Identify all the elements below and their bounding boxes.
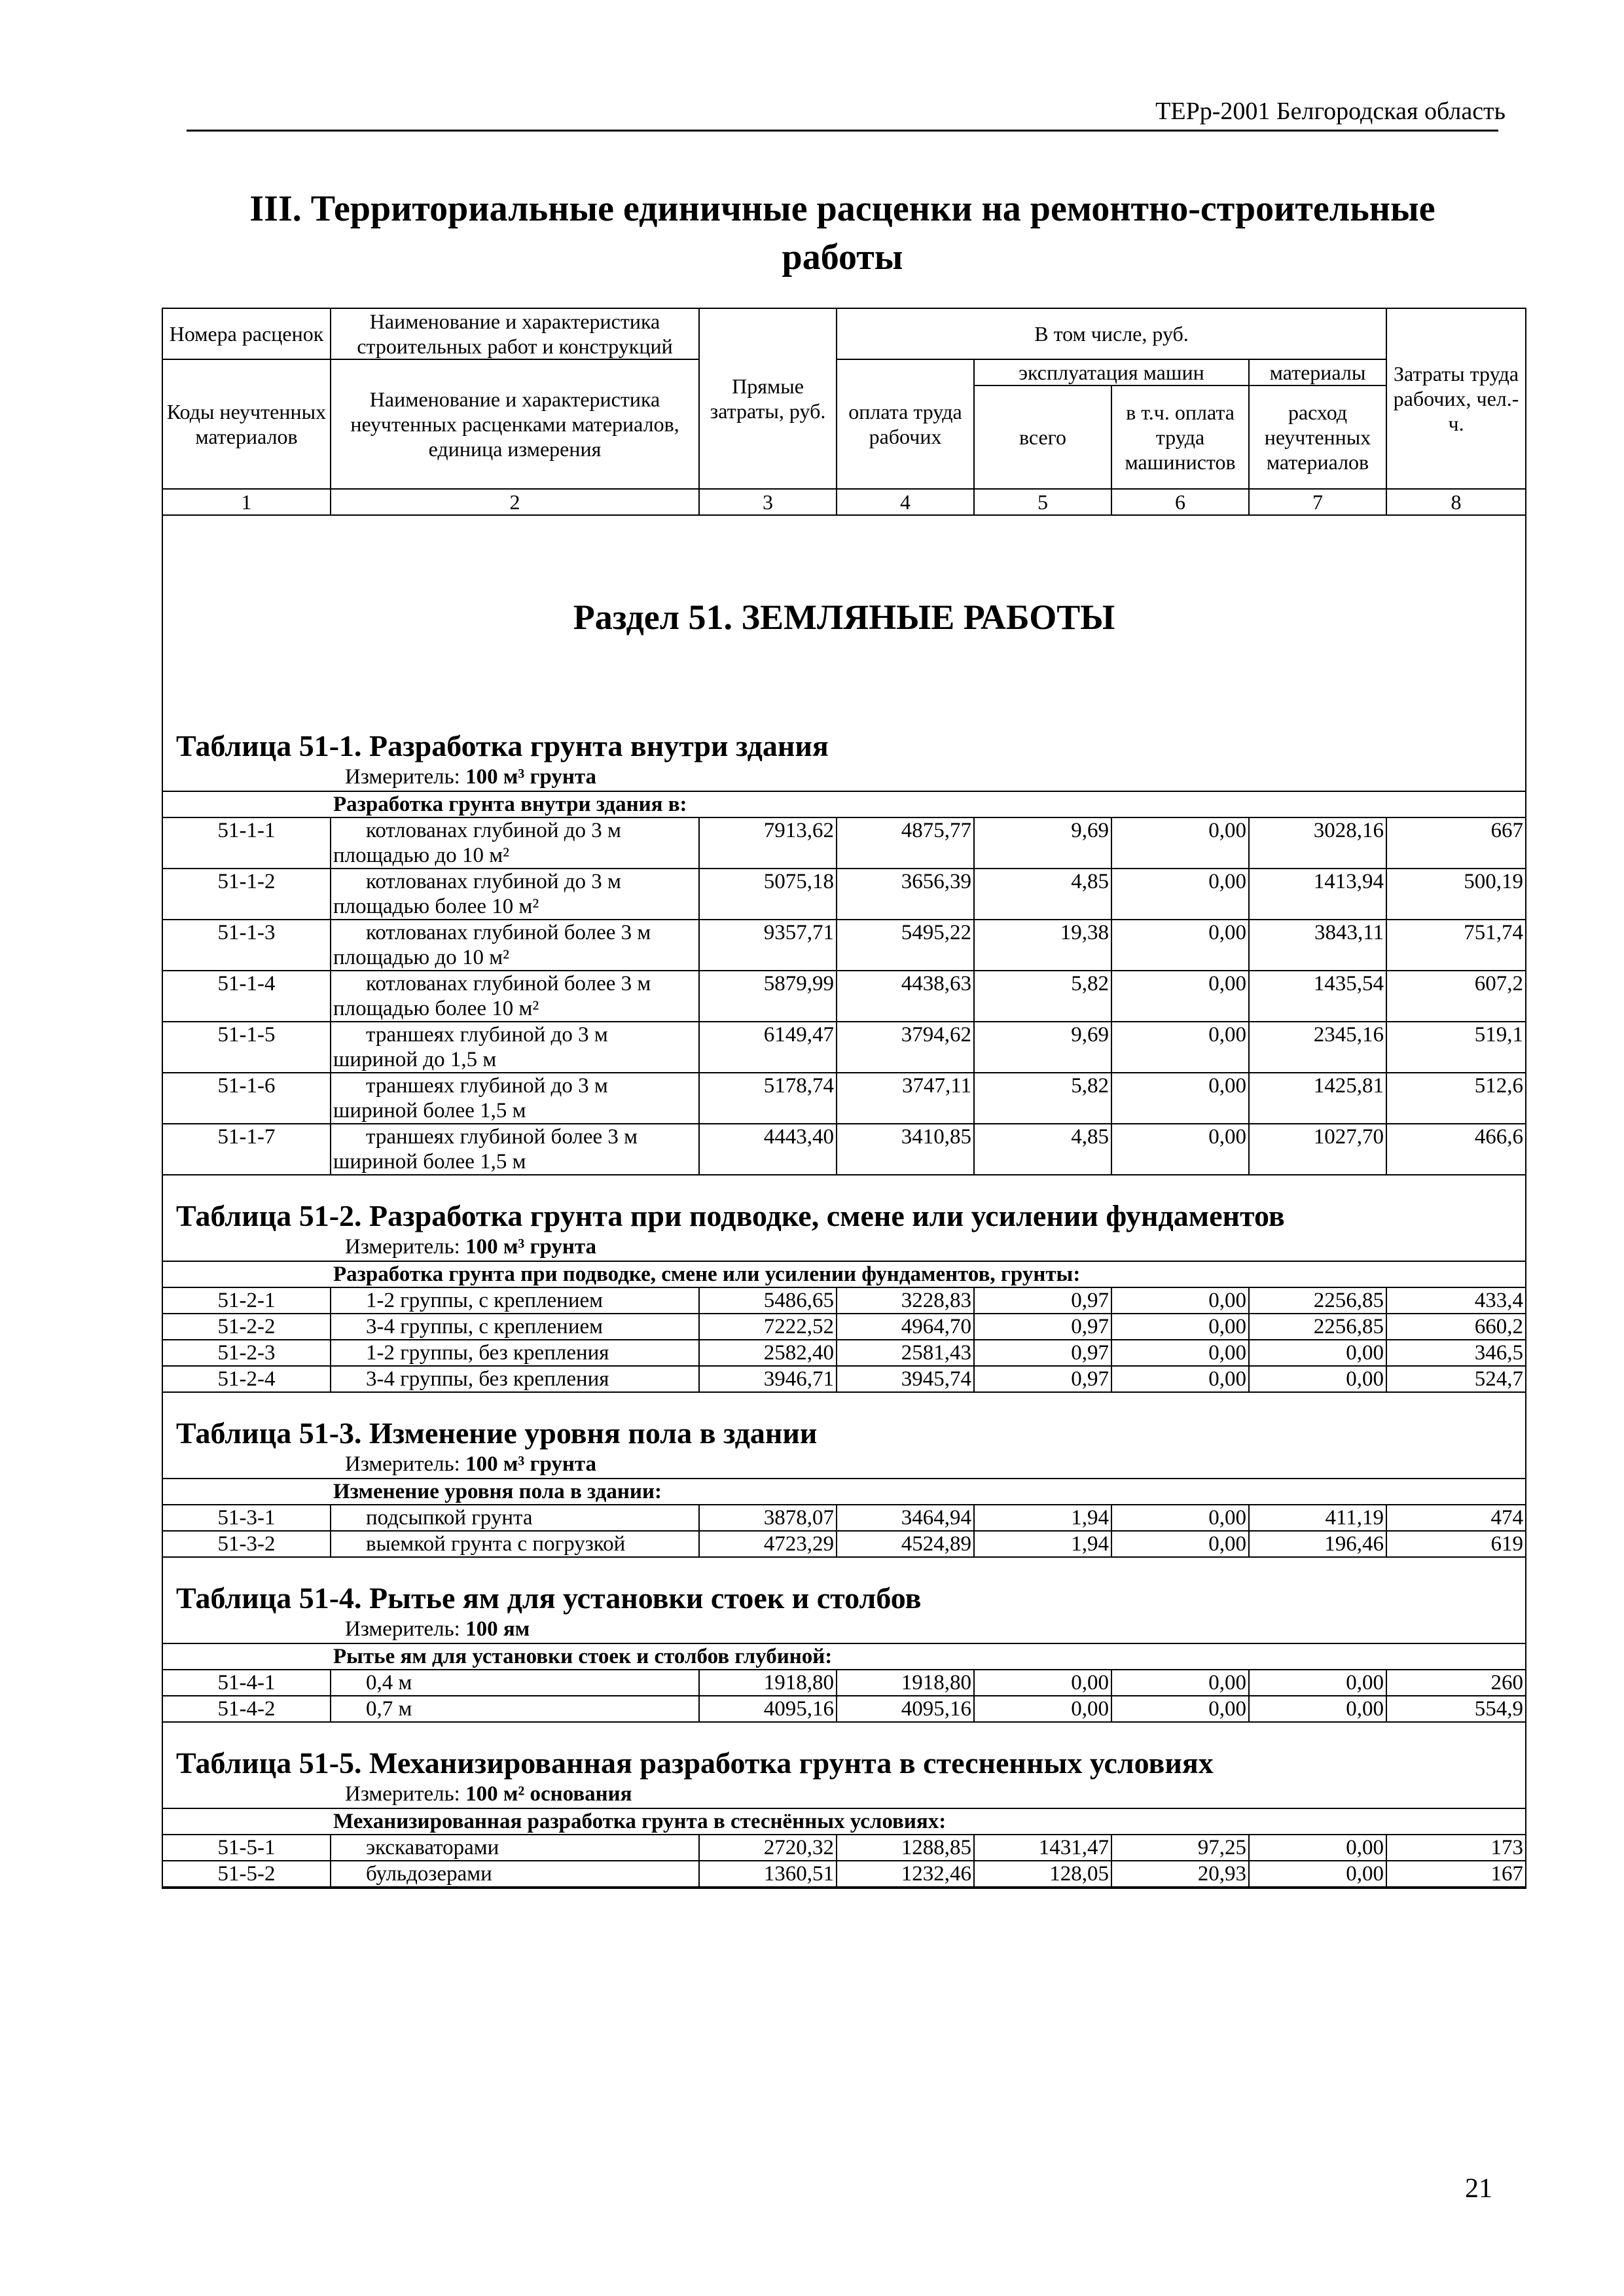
work-name <box>331 1124 699 1175</box>
machine-total: 4,85 <box>974 869 1111 920</box>
work-name-line: 3-4 группы, с креплением <box>366 1315 604 1338</box>
material-use: 196,46 <box>1249 1531 1386 1557</box>
labor-pay: 4524,89 <box>837 1531 974 1557</box>
group-heading: Механизированная разработка грунта в стеснённых условиях: <box>162 1808 1526 1835</box>
section-title: Раздел 51. ЗЕМЛЯНЫЕ РАБОТЫ <box>162 515 1526 706</box>
machinist-pay: 0,00 <box>1111 1124 1249 1175</box>
direct-costs: 4723,29 <box>699 1531 837 1557</box>
labor-hours: 167 <box>1386 1861 1526 1887</box>
measure-row <box>162 1234 1526 1261</box>
col-number: 7 <box>1249 489 1386 515</box>
machinist-pay: 0,00 <box>1111 971 1249 1022</box>
work-name-line: траншеях глубиной до 3 м <box>366 1023 608 1047</box>
rate-code: 51-1-3 <box>162 920 331 971</box>
labor-hours: 173 <box>1386 1835 1526 1861</box>
work-name <box>331 1366 699 1392</box>
direct-costs: 5178,74 <box>699 1073 837 1124</box>
material-use: 0,00 <box>1249 1861 1386 1887</box>
machinist-pay: 0,00 <box>1111 1531 1249 1557</box>
labor-hours: 607,2 <box>1386 971 1526 1022</box>
group-row <box>162 791 1526 817</box>
rate-code: 51-1-6 <box>162 1073 331 1124</box>
work-name-line: 0,4 м <box>366 1671 412 1695</box>
measure <box>162 1617 1526 1643</box>
measure-unit: 100 м³ грунта <box>465 1452 597 1476</box>
rate-code: 51-3-2 <box>162 1531 331 1557</box>
table-row <box>162 1340 1526 1366</box>
work-name-line: 3-4 группы, без крепления <box>366 1367 609 1391</box>
work-name <box>331 971 699 1022</box>
measure-label: Измеритель: <box>345 1617 460 1641</box>
measure <box>162 1782 1526 1808</box>
machinist-pay: 0,00 <box>1111 1696 1249 1722</box>
col-including: В том числе, руб. <box>837 308 1386 359</box>
col-work-name: Наименование и характеристика строительных работ и конструкций <box>331 308 699 359</box>
work-name <box>331 1670 699 1696</box>
direct-costs: 4443,40 <box>699 1124 837 1175</box>
rates-table <box>162 308 1526 1889</box>
table-row <box>162 1314 1526 1340</box>
machinist-pay: 0,00 <box>1111 1287 1249 1314</box>
labor-hours: 660,2 <box>1386 1314 1526 1340</box>
table-title: Таблица 51-1. Разработка грунта внутри здания <box>162 706 1526 764</box>
material-use: 1425,81 <box>1249 1073 1386 1124</box>
table-title-row <box>162 1175 1526 1234</box>
col-labor-hours: Затраты труда рабочих, чел.-ч. <box>1386 308 1526 489</box>
table-bottom <box>162 1887 1526 1888</box>
col-machine-operation: эксплуатация машин <box>974 359 1249 386</box>
table-row <box>162 1124 1526 1175</box>
work-name-line: экскаваторами <box>366 1836 499 1859</box>
work-name-line: траншеях глубиной более 3 м <box>366 1125 638 1149</box>
labor-pay: 4875,77 <box>837 817 974 869</box>
machinist-pay: 97,25 <box>1111 1835 1249 1861</box>
measure-label: Измеритель: <box>345 1782 460 1806</box>
table-header <box>162 308 1526 515</box>
table-title: Таблица 51-2. Разработка грунта при подводке, смене или усилении фундаментов <box>162 1175 1526 1234</box>
labor-hours: 260 <box>1386 1670 1526 1696</box>
work-name-line: шириной до 1,5 м <box>333 1048 497 1071</box>
work-name <box>331 920 699 971</box>
work-name-line: шириной более 1,5 м <box>333 1099 526 1122</box>
labor-pay: 3945,74 <box>837 1366 974 1392</box>
machinist-pay: 0,00 <box>1111 1314 1249 1340</box>
column-numbers-row <box>162 489 1526 515</box>
direct-costs: 7222,52 <box>699 1314 837 1340</box>
labor-hours: 466,6 <box>1386 1124 1526 1175</box>
measure-label: Измеритель: <box>345 765 460 789</box>
labor-pay: 1288,85 <box>837 1835 974 1861</box>
work-name <box>331 1022 699 1073</box>
labor-pay: 4964,70 <box>837 1314 974 1340</box>
labor-pay: 3410,85 <box>837 1124 974 1175</box>
work-name-line: площадью до 10 м² <box>333 946 509 969</box>
header-rule <box>187 130 1498 132</box>
table-title-row <box>162 1557 1526 1617</box>
machine-total: 0,97 <box>974 1287 1111 1314</box>
table-title-row <box>162 1392 1526 1452</box>
table-row <box>162 1505 1526 1531</box>
col-rate-number: Номера расценок <box>162 308 331 359</box>
col-materials: материалы <box>1249 359 1386 386</box>
labor-pay: 1918,80 <box>837 1670 974 1696</box>
group-heading: Разработка грунта при подводке, смене или усилении фундаментов, грунты: <box>162 1261 1526 1287</box>
table-row <box>162 1073 1526 1124</box>
col-labor-pay: оплата труда рабочих <box>837 359 974 489</box>
measure <box>162 1452 1526 1479</box>
table-title: Таблица 51-3. Изменение уровня пола в здании <box>162 1392 1526 1452</box>
machine-total: 9,69 <box>974 817 1111 869</box>
table-row <box>162 1670 1526 1696</box>
work-name-line: площадью более 10 м² <box>333 997 539 1020</box>
direct-costs: 6149,47 <box>699 1022 837 1073</box>
material-use: 0,00 <box>1249 1696 1386 1722</box>
material-use: 2345,16 <box>1249 1022 1386 1073</box>
machine-total: 4,85 <box>974 1124 1111 1175</box>
rate-code: 51-1-2 <box>162 869 331 920</box>
group-row <box>162 1808 1526 1835</box>
labor-hours: 751,74 <box>1386 920 1526 971</box>
table-title: Таблица 51-5. Механизированная разработка грунта в стесненных условиях <box>162 1722 1526 1782</box>
work-name-line: 1-2 группы, с креплением <box>366 1289 604 1312</box>
labor-pay: 3794,62 <box>837 1022 974 1073</box>
col-material-codes: Коды неучтенных материалов <box>162 359 331 489</box>
machinist-pay: 0,00 <box>1111 920 1249 971</box>
table-row <box>162 1287 1526 1314</box>
material-use: 2256,85 <box>1249 1287 1386 1314</box>
table-row <box>162 1696 1526 1722</box>
labor-pay: 3228,83 <box>837 1287 974 1314</box>
machinist-pay: 0,00 <box>1111 1022 1249 1073</box>
col-number: 3 <box>699 489 837 515</box>
measure-row <box>162 764 1526 791</box>
table-row <box>162 1022 1526 1073</box>
work-name-line: подсыпкой грунта <box>366 1506 533 1530</box>
labor-hours: 346,5 <box>1386 1340 1526 1366</box>
material-use: 3843,11 <box>1249 920 1386 971</box>
group-row <box>162 1261 1526 1287</box>
labor-hours: 433,4 <box>1386 1287 1526 1314</box>
group-heading: Рытье ям для установки стоек и столбов глубиной: <box>162 1643 1526 1670</box>
rate-code: 51-2-2 <box>162 1314 331 1340</box>
work-name <box>331 1861 699 1887</box>
material-use: 1027,70 <box>1249 1124 1386 1175</box>
machine-total: 0,00 <box>974 1696 1111 1722</box>
work-name <box>331 869 699 920</box>
col-material-use: расход неучтенных материалов <box>1249 386 1386 489</box>
rate-code: 51-2-4 <box>162 1366 331 1392</box>
work-name <box>331 1340 699 1366</box>
direct-costs: 3946,71 <box>699 1366 837 1392</box>
running-header: ТЕРр-2001 Белгородская область <box>1155 98 1506 125</box>
rate-code: 51-1-4 <box>162 971 331 1022</box>
work-name <box>331 1835 699 1861</box>
direct-costs: 9357,71 <box>699 920 837 971</box>
col-number: 6 <box>1111 489 1249 515</box>
rate-code: 51-1-5 <box>162 1022 331 1073</box>
work-name <box>331 1696 699 1722</box>
work-name-line: выемкой грунта с погрузкой <box>366 1532 626 1556</box>
measure <box>162 1234 1526 1261</box>
labor-pay: 1232,46 <box>837 1861 974 1887</box>
work-name <box>331 1073 699 1124</box>
work-name-line: 1-2 группы, без крепления <box>366 1341 609 1365</box>
material-use: 0,00 <box>1249 1366 1386 1392</box>
work-name-line: котлованах глубиной более 3 м <box>366 972 651 996</box>
work-name-line: котлованах глубиной до 3 м <box>366 870 621 893</box>
work-name-line: траншеях глубиной до 3 м <box>366 1074 608 1098</box>
labor-hours: 554,9 <box>1386 1696 1526 1722</box>
machine-total: 0,97 <box>974 1340 1111 1366</box>
labor-hours: 667 <box>1386 817 1526 869</box>
machine-total: 0,97 <box>974 1366 1111 1392</box>
labor-hours: 524,7 <box>1386 1366 1526 1392</box>
work-name <box>331 1531 699 1557</box>
machine-total: 1,94 <box>974 1531 1111 1557</box>
machine-total: 5,82 <box>974 971 1111 1022</box>
work-name-line: шириной более 1,5 м <box>333 1150 526 1174</box>
table-row <box>162 971 1526 1022</box>
work-name <box>331 817 699 869</box>
direct-costs: 5075,18 <box>699 869 837 920</box>
col-machine-total: всего <box>974 386 1111 489</box>
col-number: 5 <box>974 489 1111 515</box>
page-title: III. Территориальные единичные расценки на ремонтно-строительные работы <box>249 188 1435 278</box>
table-row <box>162 1366 1526 1392</box>
group-heading: Изменение уровня пола в здании: <box>162 1479 1526 1505</box>
work-name-line: 0,7 м <box>366 1697 412 1721</box>
measure-row <box>162 1452 1526 1479</box>
machine-total: 19,38 <box>974 920 1111 971</box>
labor-pay: 4095,16 <box>837 1696 974 1722</box>
direct-costs: 1918,80 <box>699 1670 837 1696</box>
material-use: 0,00 <box>1249 1670 1386 1696</box>
labor-hours: 474 <box>1386 1505 1526 1531</box>
rate-code: 51-2-1 <box>162 1287 331 1314</box>
col-number: 2 <box>331 489 699 515</box>
page-number: 21 <box>1465 2174 1492 2204</box>
machine-total: 1,94 <box>974 1505 1111 1531</box>
rate-code: 51-1-7 <box>162 1124 331 1175</box>
material-use: 0,00 <box>1249 1835 1386 1861</box>
work-name <box>331 1314 699 1340</box>
machine-total: 0,97 <box>974 1314 1111 1340</box>
measure-unit: 100 м² основания <box>465 1782 632 1806</box>
measure-unit: 100 м³ грунта <box>465 765 597 789</box>
table-row <box>162 1531 1526 1557</box>
direct-costs: 4095,16 <box>699 1696 837 1722</box>
direct-costs: 2720,32 <box>699 1835 837 1861</box>
table-title: Таблица 51-4. Рытье ям для установки стоек и столбов <box>162 1557 1526 1617</box>
direct-costs: 7913,62 <box>699 817 837 869</box>
table-row <box>162 920 1526 971</box>
col-number: 4 <box>837 489 974 515</box>
machine-total: 0,00 <box>974 1670 1111 1696</box>
rate-code: 51-5-1 <box>162 1835 331 1861</box>
work-name-line: котлованах глубиной более 3 м <box>366 921 651 944</box>
table-title-row <box>162 706 1526 764</box>
measure <box>162 764 1526 791</box>
labor-pay: 3464,94 <box>837 1505 974 1531</box>
labor-pay: 5495,22 <box>837 920 974 971</box>
labor-hours: 512,6 <box>1386 1073 1526 1124</box>
group-row <box>162 1643 1526 1670</box>
table-row <box>162 869 1526 920</box>
labor-hours: 500,19 <box>1386 869 1526 920</box>
table-body <box>162 515 1526 1888</box>
table-title-row <box>162 1722 1526 1782</box>
table-row <box>162 1835 1526 1861</box>
work-name-line: бульдозерами <box>366 1862 492 1886</box>
labor-pay: 3747,11 <box>837 1073 974 1124</box>
machine-total: 1431,47 <box>974 1835 1111 1861</box>
measure-row <box>162 1617 1526 1643</box>
machine-total: 9,69 <box>974 1022 1111 1073</box>
direct-costs: 1360,51 <box>699 1861 837 1887</box>
machinist-pay: 0,00 <box>1111 1366 1249 1392</box>
machinist-pay: 0,00 <box>1111 1073 1249 1124</box>
table-row <box>162 1861 1526 1887</box>
machinist-pay: 0,00 <box>1111 1670 1249 1696</box>
machinist-pay: 0,00 <box>1111 817 1249 869</box>
rate-code: 51-3-1 <box>162 1505 331 1531</box>
direct-costs: 5879,99 <box>699 971 837 1022</box>
direct-costs: 5486,65 <box>699 1287 837 1314</box>
work-name <box>331 1287 699 1314</box>
material-use: 0,00 <box>1249 1340 1386 1366</box>
rate-code: 51-1-1 <box>162 817 331 869</box>
machinist-pay: 0,00 <box>1111 869 1249 920</box>
labor-pay: 2581,43 <box>837 1340 974 1366</box>
table-bottom-edge <box>162 1887 1526 1888</box>
work-name-line: площадью до 10 м² <box>333 844 509 867</box>
direct-costs: 2582,40 <box>699 1340 837 1366</box>
work-name-line: котлованах глубиной до 3 м <box>366 819 621 842</box>
material-use: 411,19 <box>1249 1505 1386 1531</box>
col-direct-costs: Прямые затраты, руб. <box>699 308 837 489</box>
labor-hours: 519,1 <box>1386 1022 1526 1073</box>
group-heading: Разработка грунта внутри здания в: <box>162 791 1526 817</box>
machinist-pay: 20,93 <box>1111 1861 1249 1887</box>
material-use: 3028,16 <box>1249 817 1386 869</box>
work-name <box>331 1505 699 1531</box>
col-machinist-pay: в т.ч. оплата труда машинистов <box>1111 386 1249 489</box>
material-use: 2256,85 <box>1249 1314 1386 1340</box>
col-number: 1 <box>162 489 331 515</box>
measure-unit: 100 м³ грунта <box>465 1235 597 1259</box>
rate-code: 51-2-3 <box>162 1340 331 1366</box>
measure-label: Измеритель: <box>345 1235 460 1259</box>
rate-code: 51-5-2 <box>162 1861 331 1887</box>
measure-unit: 100 ям <box>465 1617 530 1641</box>
group-row <box>162 1479 1526 1505</box>
material-use: 1435,54 <box>1249 971 1386 1022</box>
work-name-line: площадью более 10 м² <box>333 895 539 918</box>
labor-hours: 619 <box>1386 1531 1526 1557</box>
col-number: 8 <box>1386 489 1526 515</box>
machine-total: 128,05 <box>974 1861 1111 1887</box>
labor-pay: 4438,63 <box>837 971 974 1022</box>
measure-label: Измеритель: <box>345 1452 460 1476</box>
measure-row <box>162 1782 1526 1808</box>
rate-code: 51-4-2 <box>162 1696 331 1722</box>
machine-total: 5,82 <box>974 1073 1111 1124</box>
material-use: 1413,94 <box>1249 869 1386 920</box>
labor-pay: 3656,39 <box>837 869 974 920</box>
machinist-pay: 0,00 <box>1111 1505 1249 1531</box>
direct-costs: 3878,07 <box>699 1505 837 1531</box>
machinist-pay: 0,00 <box>1111 1340 1249 1366</box>
col-material-name: Наименование и характеристика неучтенных расценками материалов, единица измерения <box>331 359 699 489</box>
table-row <box>162 817 1526 869</box>
rate-code: 51-4-1 <box>162 1670 331 1696</box>
